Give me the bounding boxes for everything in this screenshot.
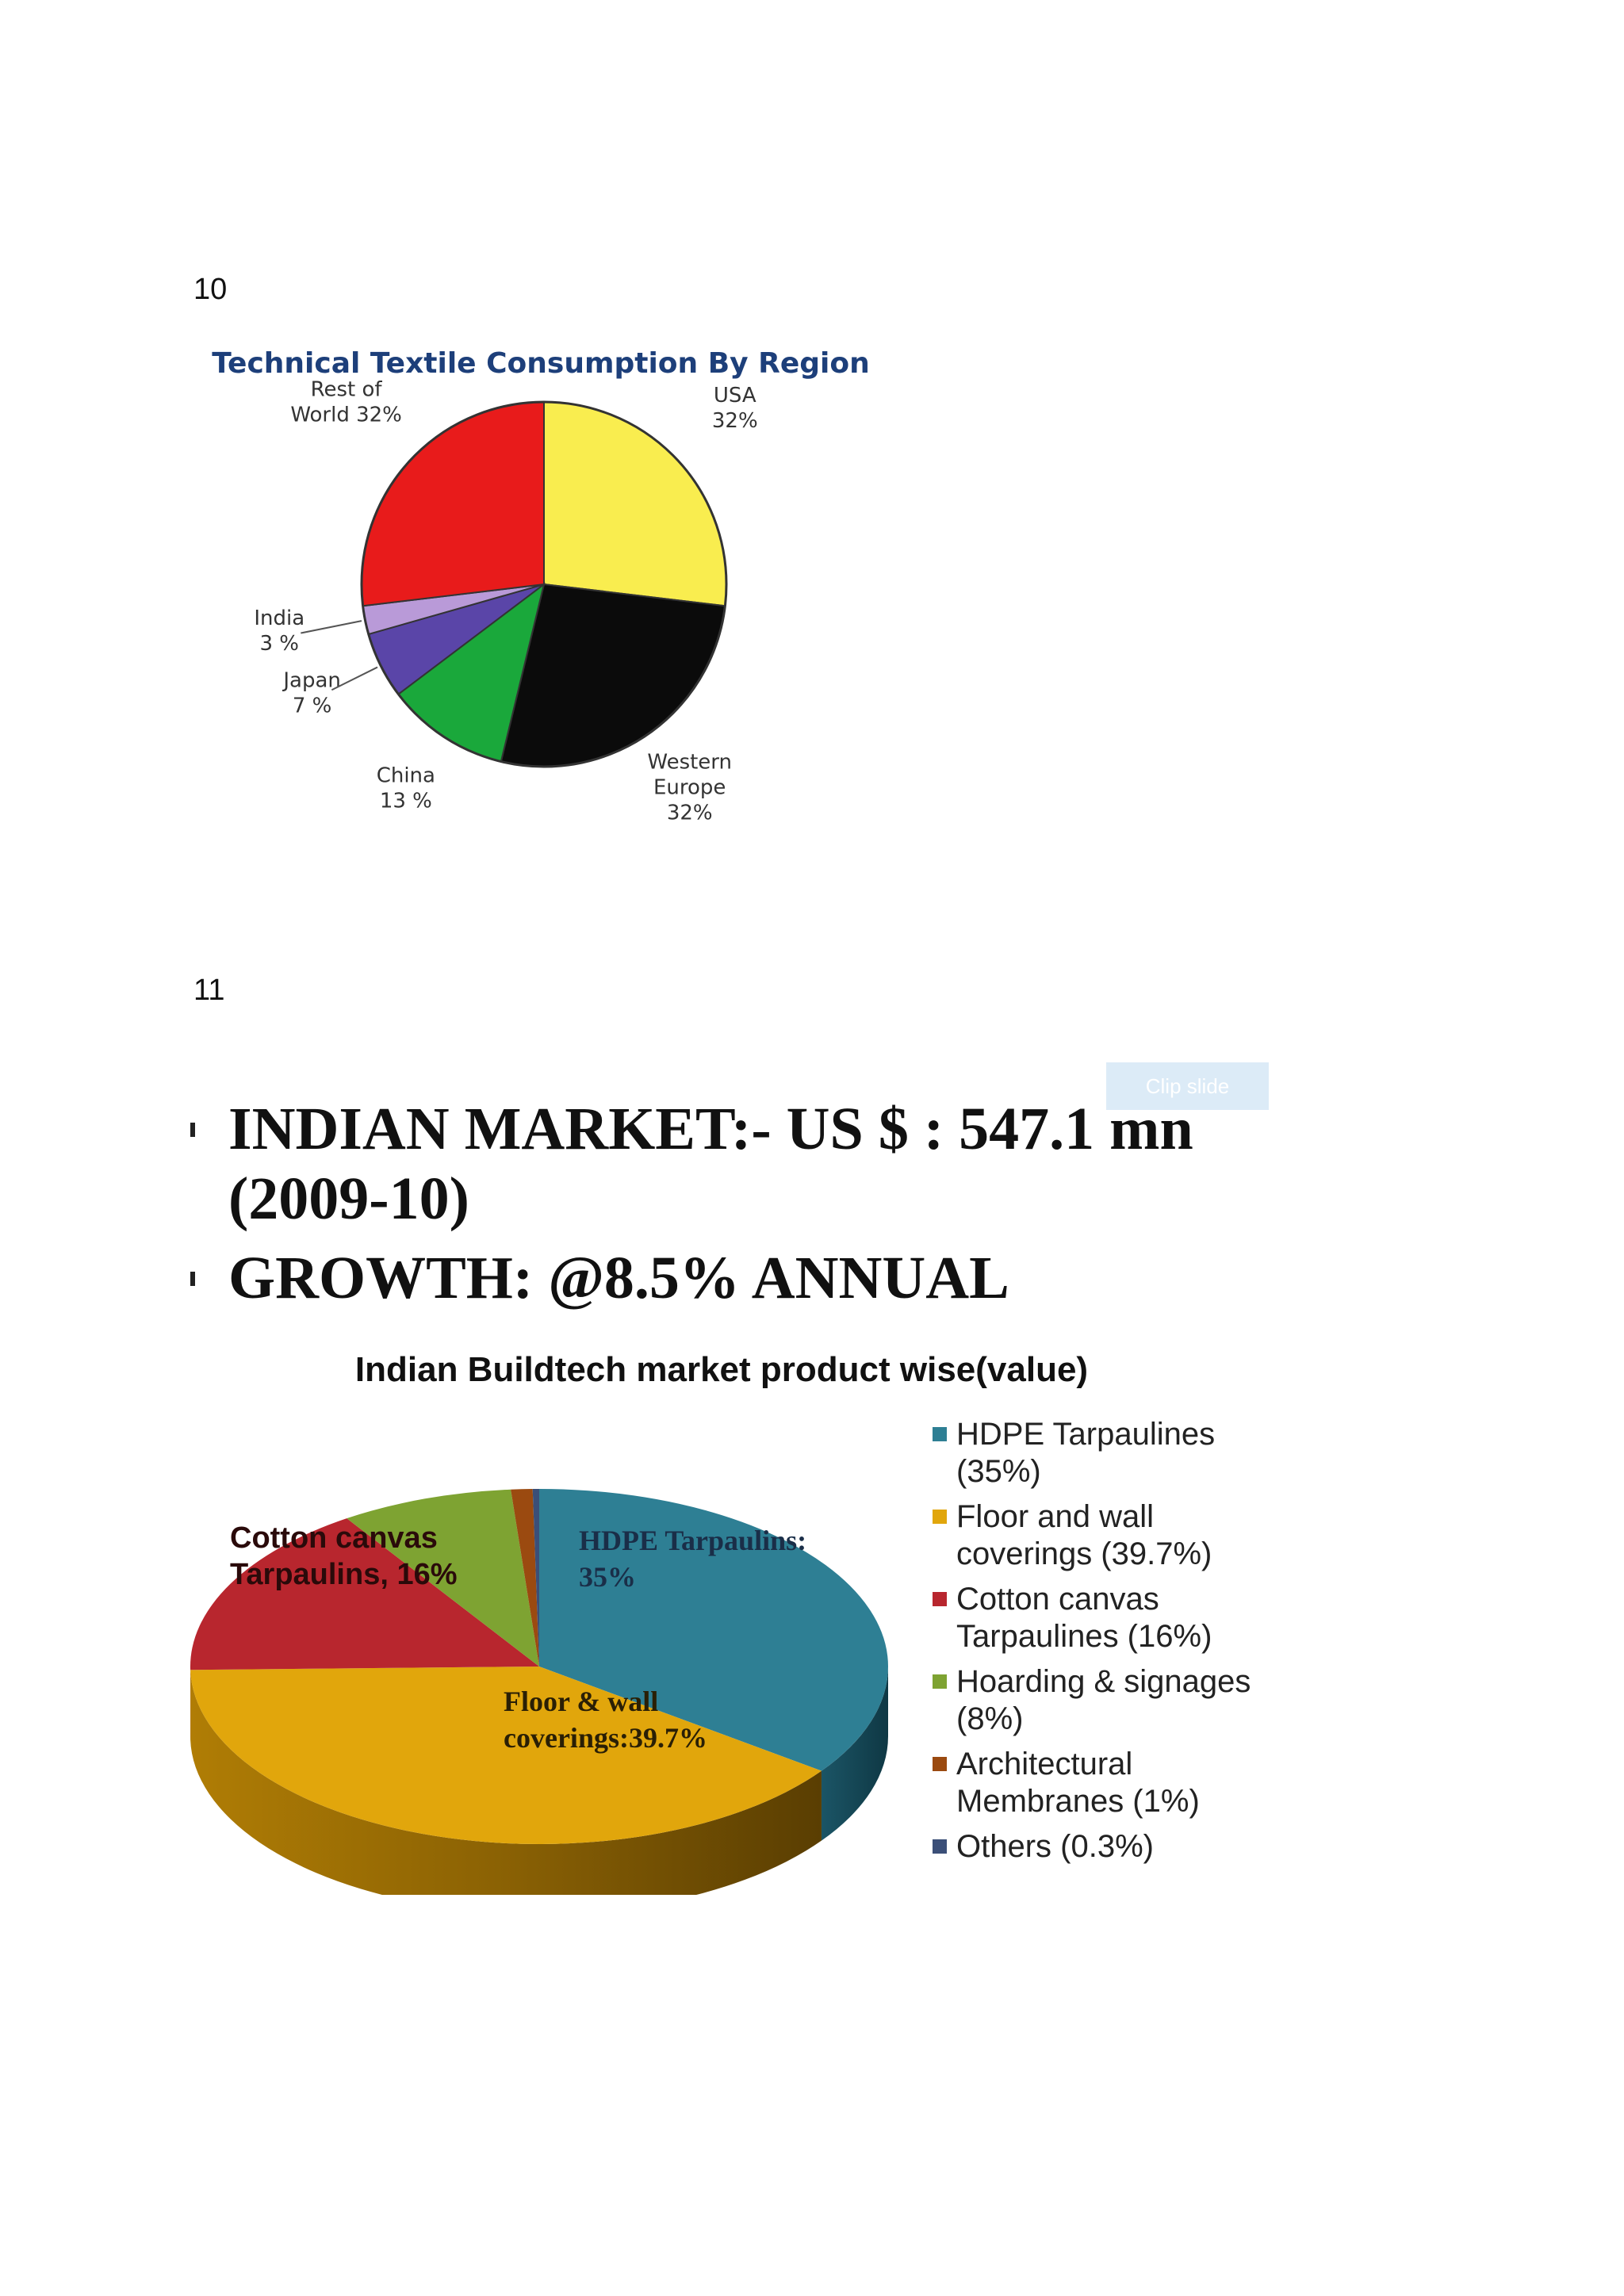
slice-label-usa: USA 32%	[711, 384, 758, 434]
legend-entry-cotton-canvas: Cotton canvas Tarpaulines (16%)	[956, 1582, 1212, 1654]
clip-slide-button[interactable]: Clip slide	[1106, 1062, 1269, 1110]
legend-entry-architectural: Architectural Membranes (1%)	[956, 1747, 1200, 1819]
legend-swatch-cotton-canvas	[933, 1592, 947, 1606]
slice-label-india: India 3 %	[254, 606, 305, 656]
slice-label-rest-of-world: Rest of World 32%	[290, 377, 402, 427]
pie-slice-rest-of-world	[362, 402, 544, 606]
legend-swatch-hdpe-tarpaulines	[933, 1427, 947, 1441]
legend-entry-others-0-3: Others (0.3%)	[956, 1829, 1154, 1864]
pie-slice-usa	[544, 402, 726, 606]
page-number-10: 10	[193, 273, 228, 306]
bullet-text: INDIAN MARKET:- US $ : 547.1 mn (2009-10)	[228, 1096, 1193, 1232]
data-label-floor-and-wall-coverings: Floor & wall coverings:39.7%	[504, 1686, 707, 1754]
chart-title: Indian Buildtech market product wise(value)	[354, 1350, 1089, 1389]
legend-entry-floor-and-wall: Floor and wall coverings (39.7%)	[956, 1499, 1212, 1571]
slice-label-western-europe: Western Europe 32%	[647, 750, 733, 825]
bullet-text: GROWTH: @8.5% ANNUAL	[228, 1245, 1009, 1311]
page-number-11: 11	[193, 974, 225, 1007]
chart-title: Technical Textile Consumption By Region	[212, 347, 870, 380]
technical-textile-region-pie-chart	[190, 333, 904, 856]
slice-label-japan: Japan 7 %	[283, 668, 341, 718]
legend-swatch-hoarding-signages	[933, 1674, 947, 1689]
legend-swatch-floor-and-wall	[933, 1510, 947, 1524]
data-label-hdpe-tarpaulines: HDPE Tarpaulins: 35%	[579, 1525, 807, 1593]
data-label-cotton-canvas-tarpaulines: Cotton canvas Tarpaulins, 16%	[230, 1521, 458, 1591]
legend-entry-hoarding-signages: Hoarding & signages (8%)	[956, 1664, 1251, 1736]
bullet-marker-icon	[190, 1123, 195, 1137]
bullet-marker-icon	[190, 1272, 195, 1286]
legend-swatch-architectural	[933, 1757, 947, 1771]
legend-swatch-others-0-3	[933, 1839, 947, 1854]
buildtech-product-pie-chart	[190, 1340, 1332, 1895]
slice-label-china: China 13 %	[376, 763, 435, 813]
leader-line-india	[301, 621, 362, 633]
legend-entry-hdpe-tarpaulines: HDPE Tarpaulines (35%)	[956, 1417, 1216, 1489]
